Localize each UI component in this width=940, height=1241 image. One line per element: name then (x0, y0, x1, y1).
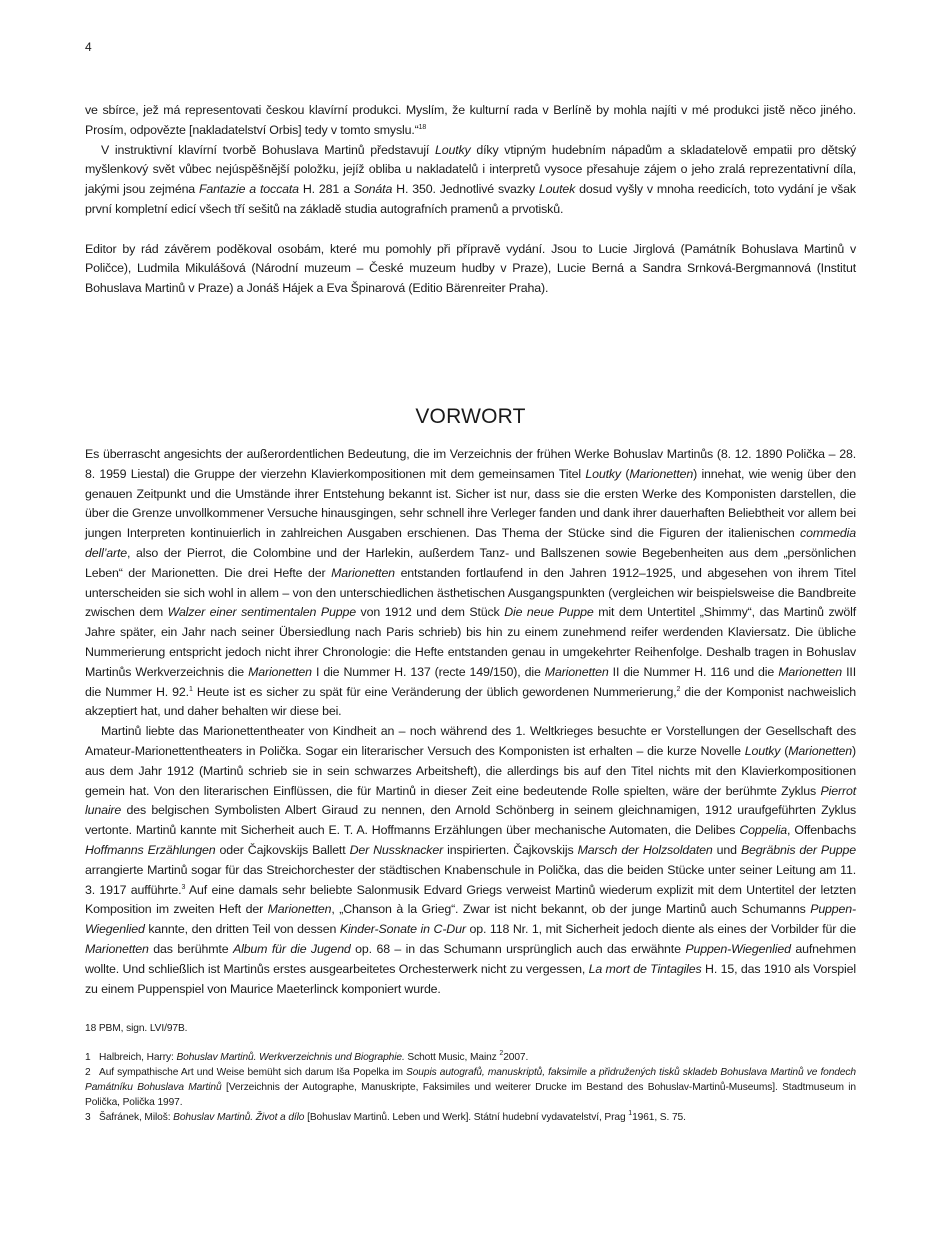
text-run: Heute ist es sicher zu spät für eine Veränderung der üblich gewordenen Nummerierung, (192, 684, 677, 699)
text-run: das berühmte (148, 941, 233, 956)
italic-title: Marionetten (331, 565, 395, 580)
page-number: 4 (85, 40, 92, 54)
italic-title: commedia dell’arte (85, 526, 856, 560)
german-paragraph-1 (85, 445, 856, 722)
italic-title: Loutky (435, 142, 471, 157)
text-run: H. 281 a (298, 182, 354, 197)
footnote-1: 1 Halbreich, Harry: Bohuslav Martinů. Werkverzeichnis und Biographie. Schott Music, Mainz $^2$2007. (85, 1050, 529, 1063)
italic-title: Loutky (585, 466, 621, 481)
text-run: V instruktivní klavírní tvorbě Bohuslava Martinů představují (101, 142, 435, 157)
text-run: op. 68 – in das Schumann ursprünglich auch das erwähnte (350, 941, 686, 956)
text-run: inspirierten. Čajkovskijs (443, 842, 578, 857)
text-run: aufnehmen wollte. Und schließlich ist Martinůs erstes ausgearbeitetes Orchesterwerk nicht zu vergessen, (85, 941, 856, 976)
text-run: mit dem Untertitel „Shimmy“, das Martinů zwölf Jahre später, ein Jahr nach seiner Übersiedlung nach Paris schrieb) bis hin zu einem zunehmend reifer werdenden Klaviersatz. Die übliche Nummerierung entspricht jedoch nicht ihrer Chronologie: die Hefte entstanden genau in umgekehrter Reihenfolge. Deshalb tragen in Bohuslav Martinůs Werkverzeichnis die (85, 605, 856, 679)
text-run: 2007. (503, 1052, 529, 1063)
italic-title: Bohuslav Martinů. Život a dílo (173, 1112, 305, 1123)
text-run: kannte, den dritten Teil von dessen (144, 922, 340, 937)
text-run: I die Nummer H. 137 (recte 149/150), die (311, 664, 545, 679)
text-run: Es überrascht angesichts der außerordentlichen Bedeutung, die im Verzeichnis der frühen Werke Bohuslav Martinůs (8. 12. 1890 Polička – 28. 8. 1959 Liestal) die Gruppe der vierzehn Klavierkompositionen mit dem gemeinsamen Titel (85, 447, 856, 481)
text-run: Halbreich, Harry: (99, 1052, 177, 1063)
italic-title: Bohuslav Martinů. Werkverzeichnis und Biographie. (176, 1052, 405, 1063)
text-run: Martinů liebte das Marionettentheater von Kindheit an – noch während des 1. Weltkrieges besuchte er Vorstellungen der Gesellschaft des Amateur-Marionettentheaters in Polička. Sogar ein literarischer Versuch des Komponisten ist erhalten – die kurze Novelle (85, 724, 856, 758)
footnote-czech (85, 1021, 856, 1036)
text-run: oder Čajkovskijs Ballett (215, 842, 350, 857)
italic-title: Marionetten (267, 902, 332, 917)
italic-title: Marionetten (85, 941, 149, 956)
italic-title: Puppen-Wiegenlied (85, 902, 856, 937)
italic-title: Loutek (538, 182, 576, 197)
czech-paragraph-1 (85, 101, 856, 141)
text-run: ) aus dem Jahr 1912 (Martinů schrieb sie in sein schwarzes Arbeitsheft), die allerdings bis auf den Titel nichts mit den Klavierkompositionen gemein hat. Von den literarischen Einflüssen, die für Martinů in dieser Zeit eine bedeutende Rolle spielten, wäre der berühmte Zyklus (85, 743, 857, 798)
text-run: , also der Pierrot, die Colombine und der Harlekin, außerdem Tanz- und Ballszenen sowie Begebenheiten aus dem „persönlichen Leben“ der Marionetten. Die drei Hefte der (85, 545, 856, 580)
footnote-2: 2 Auf sympathische Art und Weise bemüht sich darum Iša Popelka im Soupis autografů, manuskriptů, faksimile a přidružených tisků skladeb Bohuslava Martinů ve fondech Památníku Bohuslava Martinů [Verzeichnis der Autographe, Manuskripte, Faksimiles und weiterer Drucke im Bestand des Bohuslav-Martinů-Museums]. Stadtmuseum in Polička, Polička 1997. (85, 1067, 856, 1108)
italic-title: Fantazie a toccata (199, 182, 299, 197)
text-run: [Bohuslav Martinů. Leben und Werk]. Státní hudební vydavatelství, Prag (304, 1112, 629, 1123)
footnote-reference: 1 (628, 1110, 633, 1117)
text-run: H. 15, das 1910 als Vorspiel zu einem Puppenspiel von Maurice Maeterlinck komponiert wurde. (85, 961, 856, 996)
italic-title: Hoffmanns Erzählungen (85, 842, 216, 857)
italic-title: Loutky (744, 743, 781, 758)
italic-title: Marionetten (544, 664, 609, 679)
text-run: 1961, S. 75. (632, 1112, 686, 1123)
italic-title: Marionetten (778, 664, 843, 679)
text-run: arrangierte Martinů sogar für das Streichorchester der städtischen Knabenschule in Polička, das die beiden Stücke unter seiner Leitung am 11. 3. 1917 aufführte. (85, 862, 856, 897)
italic-title: Sonáta (353, 182, 393, 197)
text-run: , „Chanson à la Grieg“. Zwar ist nicht bekannt, ob der junge Martinů auch Schumanns (331, 902, 811, 917)
italic-title: La mort de Tintagiles (588, 961, 702, 976)
text-run: Šafránek, Miloš: (99, 1112, 174, 1123)
italic-title: Der Nussknacker (349, 842, 444, 857)
footnote-reference: 1 (188, 685, 193, 693)
footnotes-german (85, 1050, 856, 1125)
italic-title: Soupis autografů, manuskriptů, faksimile a přidružených tisků skladeb Bohuslava Martinů ve fondech Památníku Bohuslava Martinů (85, 1067, 856, 1093)
italic-title: Pierrot lunaire (85, 783, 856, 818)
text-run: Editor by rád závěrem poděkoval osobám, které mu pomohly při přípravě vydání. Jsou to Lucie Jirglová (Památník Bohuslava Martinů v Poličce), Ludmila Mikulášová (Národní muzeum – České muzeum hudby v Praze), Lucie Berná a Sandra Srnková-Bergmannová (Institut Bohuslava Martinů v Praze) a Jonáš Hájek a Eva Špinarová (Editio Bärenreiter Praha). (85, 241, 856, 296)
italic-title: Marionetten (629, 466, 694, 481)
footnote-reference: 3 (181, 883, 186, 891)
italic-title: Coppelia (739, 823, 788, 838)
text-run: ) innehat, wie wenig über den genauen Zeitpunkt und die Umstände ihrer Entstehung bekannt ist. Sicher ist nur, dass sie die ersten Werke des Komponisten darstellen, die über die Grenze unvollkommener Versuche hinausgingen, sehr schnell ihre Verleger fanden und dank ihrer dauerhaften Beliebtheit vor allem bei jungen Interpreten kontinuierlich in zahlreichen Ausgaben erschienen. Das Thema der Stücke sind die Figuren der italienischen (85, 466, 856, 541)
text-run: Auf sympathische Art und Weise bemüht sich darum Iša Popelka im (99, 1067, 407, 1078)
footnote-18 (85, 1021, 856, 1036)
czech-paragraph-acknowledgements (85, 240, 856, 299)
text-run: Schott Music, Mainz (404, 1052, 500, 1063)
italic-title: Album für die Jugend (232, 941, 351, 956)
text-run: II die Nummer H. 116 und die (608, 664, 779, 679)
text-run: ( (780, 743, 789, 758)
footnote-3: 3 Šafránek, Miloš: Bohuslav Martinů. Život a dílo [Bohuslav Martinů. Leben und Werk]. Státní hudební vydavatelství, Prag $^1$1961, S. 75. (85, 1110, 686, 1123)
section-heading: VORWORT (415, 405, 526, 428)
italic-title: Begräbnis der Puppe (740, 842, 856, 857)
text-run: [Verzeichnis der Autographe, Manuskripte, Faksimiles und weiterer Drucke im Bestand des Bohuslav-Martinů-Museums]. Stadtmuseum in Polička, Polička 1997. (85, 1082, 856, 1108)
text-run: ve sbírce, jež má representovati českou klavírní produkci. Myslím, že kulturní rada v Berlíně by mohla najíti v mé produkci jistě něco jiného. Prosím, odpovězte [nakladatelství Orbis] tedy v tomto smyslu.“ (85, 103, 856, 137)
text-run: Auf eine damals sehr beliebte Salonmusik Edvard Griegs verweist Martinů wiederum explizit mit dem Untertitel der letzten Komposition im zweiten Heft der (85, 882, 856, 917)
text-run: und (712, 842, 741, 857)
text-run: , Offenbachs (787, 823, 857, 838)
italic-title: Marionetten (248, 664, 312, 679)
footnote-reference: 18 (418, 123, 427, 131)
german-text-block (85, 445, 856, 999)
text-run: ( (620, 466, 630, 481)
italic-title: Puppen-Wiegenlied (685, 941, 791, 956)
italic-title: Marsch der Holzsoldaten (577, 842, 713, 857)
italic-title: Walzer einer sentimentalen Puppe (167, 605, 356, 620)
italic-title: Die neue Puppe (504, 605, 594, 620)
italic-title: Kinder-Sonate in C-Dur (339, 922, 466, 937)
text-run: dosud vyšly v mnoha reedicích, toto vydání je však první kompletní edicí všech tří sešitů na základě studia autografních pramenů a prvotisků. (85, 182, 856, 216)
text-run: die der Komponist nachweislich akzeptiert hat, und daher behalten wir diese bei. (85, 684, 856, 719)
footnote-reference: 2 (676, 685, 681, 693)
text-run: III die Nummer H. 92. (85, 664, 856, 699)
czech-text-block (85, 101, 856, 299)
footnote-reference: 2 (499, 1050, 504, 1057)
text-run: díky vtipným hudebním nápadům a skladatelově empatii pro dětský myšlenkový svět vůbec nejúspěšnější položku, jejíž obliba u nakladatelů i interpretů vysoce přesahuje zájem o jeho zralá reprezentativní díla, jakými jsou zejména (85, 142, 856, 197)
text-run: des belgischen Symbolisten Albert Giraud zu nennen, den Arnold Schönberg in seinem gleichnamigen, 1912 uraufgeführten Zyklus vertonte. Martinů kannte mit Sicherheit auch E. T. A. Hoffmanns Erzählungen über mechanische Automaten, die Delibes (85, 803, 856, 838)
text-run: entstanden fortlaufend in den Jahren 1912–1925, und abgesehen von ihrem Titel unterscheiden sie sich wohl in allem – von den unterschiedlichen ästhetischen Ausgangspunkten (vergleichen wir beispielsweise die Bandbreite zwischen dem (85, 565, 856, 620)
italic-title: Marionetten (788, 743, 853, 758)
text-run: H. 350. Jednotlivé svazky (392, 182, 539, 197)
czech-paragraph-2 (85, 141, 856, 220)
text-run: op. 118 Nr. 1, mit Sicherheit jedoch diente als eines der Vorbilder für die (465, 922, 856, 937)
german-paragraph-2 (85, 722, 856, 999)
text-run: von 1912 und dem Stück (355, 605, 505, 620)
text-run: 18 PBM, sign. LVI/97B. (85, 1023, 188, 1034)
